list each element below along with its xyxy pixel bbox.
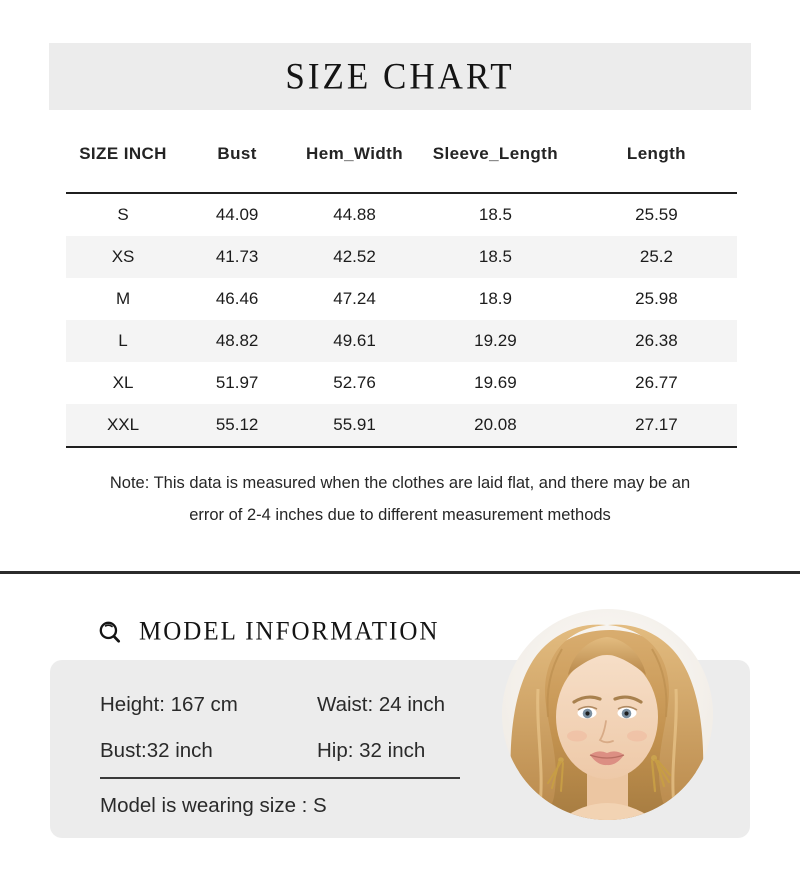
value-cell: 55.12 bbox=[215, 415, 259, 434]
size-table bbox=[66, 140, 737, 448]
value-cell: 20.08 bbox=[474, 415, 517, 434]
value-cell: 27.17 bbox=[635, 415, 678, 434]
value-cell: 25.2 bbox=[639, 247, 673, 266]
measurement-note bbox=[0, 467, 800, 531]
size-chart-title: SIZE CHART bbox=[285, 55, 515, 97]
value-cell: 26.38 bbox=[635, 331, 678, 350]
note-line-2: error of 2-4 inches due to different measurement methods bbox=[189, 506, 611, 524]
table-row-xs bbox=[66, 236, 737, 278]
value-cell: 18.9 bbox=[478, 289, 512, 308]
model-information-header bbox=[97, 616, 439, 648]
table-body bbox=[66, 194, 737, 448]
column-header-bust: Bust bbox=[217, 144, 257, 163]
table-row-l bbox=[66, 320, 737, 362]
value-cell: 44.09 bbox=[215, 205, 259, 224]
table-row-xl bbox=[66, 362, 737, 404]
value-cell: 26.77 bbox=[635, 373, 678, 392]
table-row-xxl bbox=[66, 404, 737, 446]
magnifier-icon bbox=[97, 619, 124, 646]
table-row-m bbox=[66, 278, 737, 320]
value-cell: 25.98 bbox=[635, 289, 678, 308]
value-cell: 55.91 bbox=[333, 415, 376, 434]
size-chart-header bbox=[49, 43, 751, 110]
model-wearing-size: Model is wearing size : S bbox=[100, 794, 327, 817]
model-bust: Bust:32 inch bbox=[100, 739, 213, 762]
table-row-s bbox=[66, 194, 737, 236]
column-header-length: Length bbox=[626, 144, 686, 163]
size-cell: S bbox=[117, 205, 129, 224]
value-cell: 18.5 bbox=[478, 205, 512, 224]
value-cell: 49.61 bbox=[333, 331, 376, 350]
value-cell: 42.52 bbox=[333, 247, 376, 266]
size-cell: XS bbox=[111, 247, 135, 266]
value-cell: 19.69 bbox=[474, 373, 517, 392]
model-hip: Hip: 32 inch bbox=[317, 739, 426, 762]
size-cell: XXL bbox=[106, 415, 140, 434]
card-divider-line bbox=[100, 777, 460, 779]
value-cell: 19.29 bbox=[474, 331, 517, 350]
model-information-title: MODEL INFORMATION bbox=[139, 617, 440, 646]
value-cell: 25.59 bbox=[635, 205, 678, 224]
value-cell: 47.24 bbox=[333, 289, 376, 308]
size-cell: L bbox=[118, 331, 128, 350]
column-header-hem-width: Hem_Width bbox=[306, 144, 403, 163]
model-portrait-photo bbox=[502, 609, 713, 820]
note-line-1: Note: This data is measured when the clothes are laid flat, and there may be an bbox=[109, 474, 691, 492]
value-cell: 44.88 bbox=[333, 205, 376, 224]
value-cell: 51.97 bbox=[215, 373, 259, 392]
column-header-size-inch: SIZE INCH bbox=[79, 144, 167, 163]
value-cell: 46.46 bbox=[215, 289, 259, 308]
value-cell: 18.5 bbox=[478, 247, 512, 266]
column-header-sleeve-length: Sleeve_Length bbox=[432, 144, 558, 163]
value-cell: 48.82 bbox=[215, 331, 259, 350]
value-cell: 41.73 bbox=[215, 247, 259, 266]
size-cell: M bbox=[115, 289, 131, 308]
value-cell: 52.76 bbox=[333, 373, 376, 392]
size-cell: XL bbox=[112, 373, 134, 392]
table-header-row bbox=[66, 140, 737, 194]
section-divider bbox=[0, 571, 800, 574]
model-waist: Waist: 24 inch bbox=[317, 693, 445, 716]
model-height: Height: 167 cm bbox=[100, 693, 238, 716]
